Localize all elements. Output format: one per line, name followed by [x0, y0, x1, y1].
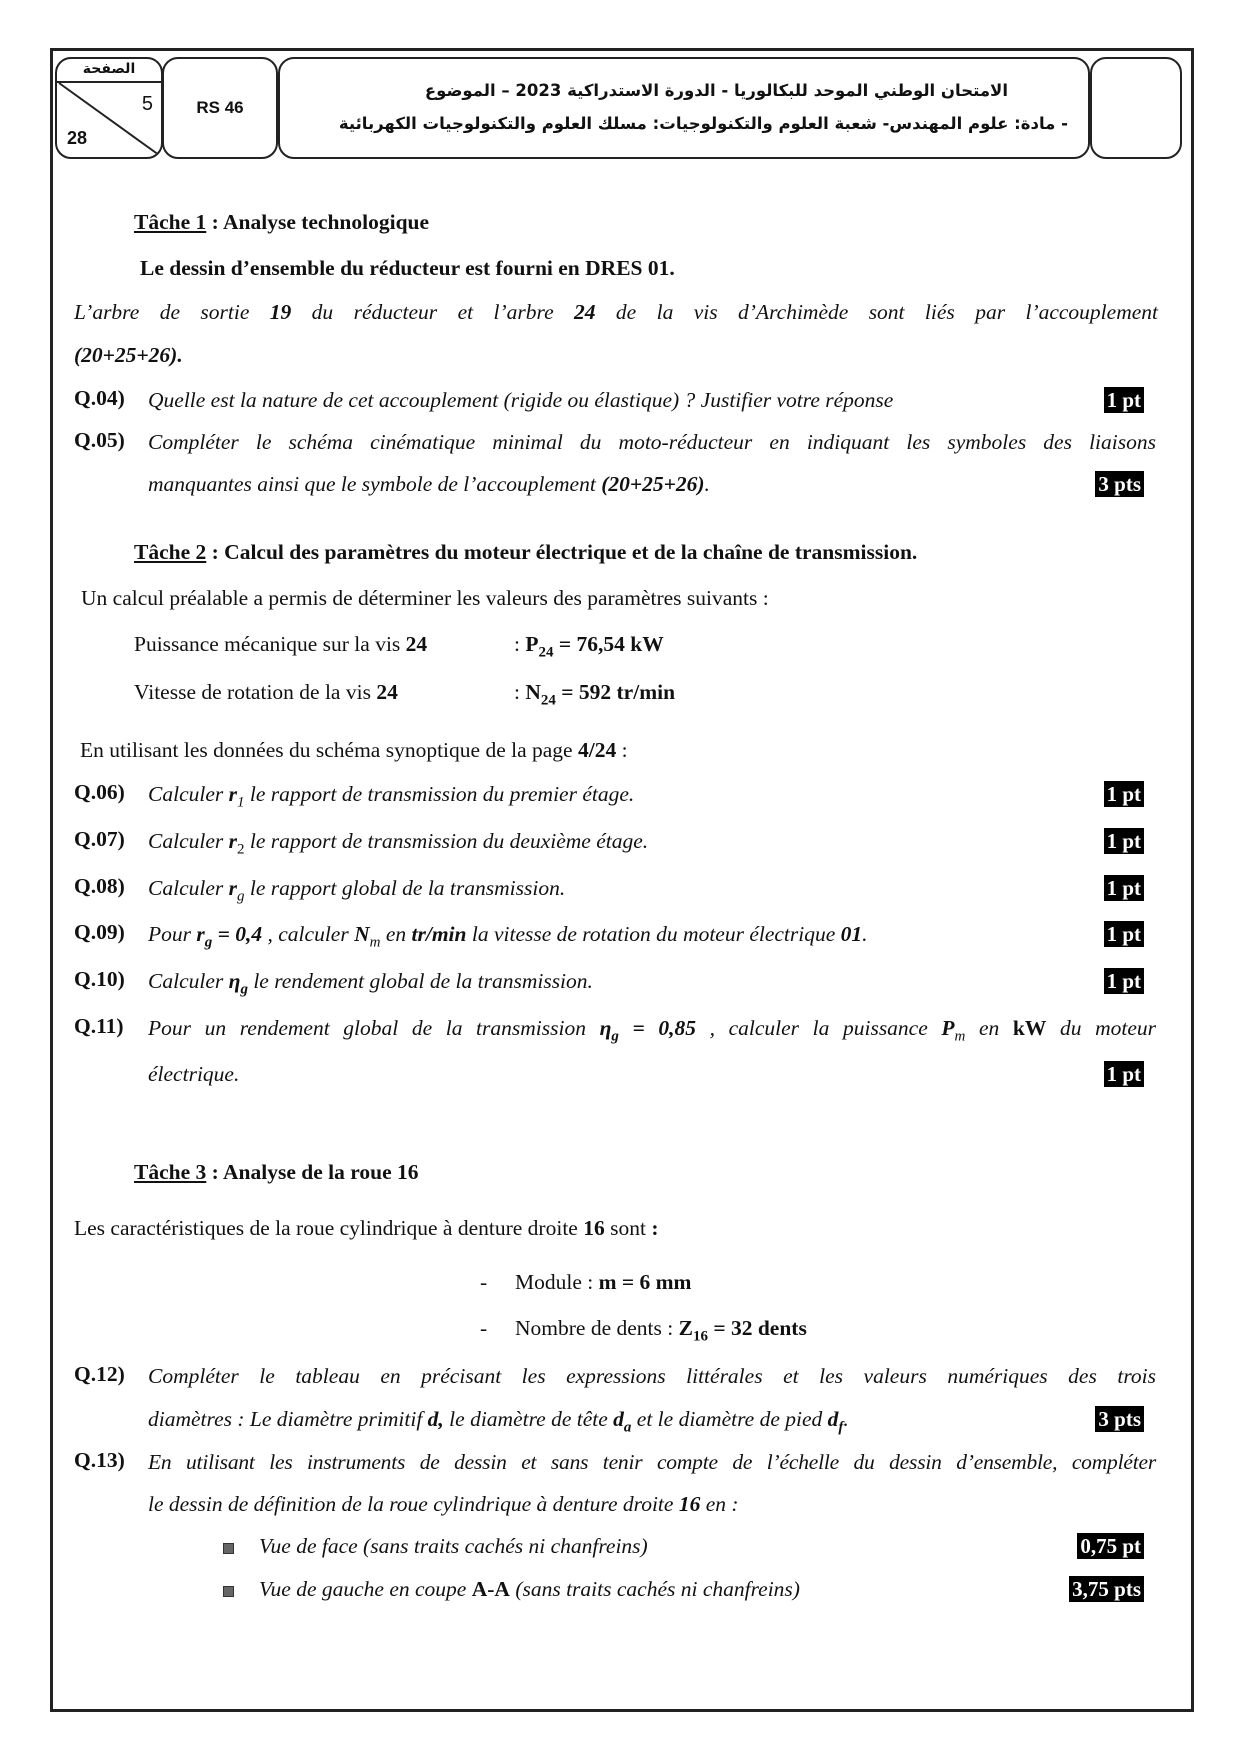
- task1-intro: Le dessin d’ensemble du réducteur est fourni en DRES 01.: [140, 256, 675, 280]
- page-current: 5: [141, 93, 153, 115]
- power-label: Puissance mécanique sur la vis 24: [134, 632, 428, 656]
- q05-points: 3 pts: [1095, 471, 1144, 497]
- exam-code: RS 46: [196, 98, 244, 117]
- q08-points: 1 pt: [1104, 875, 1144, 901]
- power-value: : $P_{24} = 76,54$ kW: [514, 632, 664, 661]
- q04-points: 1 pt: [1104, 387, 1144, 413]
- q09-number: Q.09): [74, 920, 125, 944]
- teeth-dash: -: [480, 1316, 488, 1340]
- page-label: الصفحة: [57, 59, 161, 83]
- module-line: Module : m = 6 mm: [515, 1270, 692, 1294]
- speed-value: : $N_{24} = 592$ tr/min: [514, 680, 676, 709]
- q12-points: 3 pts: [1095, 1406, 1144, 1432]
- q05-text-line2: manquantes ainsi que le symbole de l’accouplement (20+25+26).: [148, 472, 710, 496]
- task1-paragraph: L’arbre de sortie 19 du réducteur et l’arbre 24 de la vis d’Archimède sont liés par l’accouplement: [74, 300, 1158, 324]
- q07-number: Q.07): [74, 827, 125, 851]
- synoptic-intro: En utilisant les données du schéma synoptique de la page 4/24 :: [80, 738, 628, 762]
- q09-text: Pour $r_g = 0,4$ , calculer $N_m$ en tr/min la vitesse de rotation du moteur électrique 01.: [148, 922, 868, 951]
- q08-text: Calculer $r_g$ le rapport global de la transmission.: [148, 876, 566, 905]
- q12-number: Q.12): [74, 1362, 125, 1386]
- page-number-box: [55, 57, 163, 159]
- q12-text-line1: Compléter le tableau en précisant les expressions littérales et les valeurs numériques des trois: [148, 1364, 1156, 1388]
- task3-heading: Tâche 3 : Analyse de la roue 16: [134, 1160, 419, 1184]
- q08-number: Q.08): [74, 874, 125, 898]
- q13-number: Q.13): [74, 1448, 125, 1472]
- q05-text-line1: Compléter le schéma cinématique minimal du moto-réducteur en indiquant les symboles des liaisons: [148, 430, 1156, 454]
- q06-text: Calculer $r_1$ le rapport de transmission du premier étage.: [148, 782, 635, 811]
- module-dash: -: [480, 1270, 488, 1294]
- q10-number: Q.10): [74, 967, 125, 991]
- task2-heading: Tâche 2 : Calcul des paramètres du moteur électrique et de la chaîne de transmission.: [134, 540, 918, 564]
- task2-intro: Un calcul préalable a permis de déterminer les valeurs des paramètres suivants :: [81, 586, 769, 610]
- bullet2-points: 3,75 pts: [1069, 1576, 1144, 1602]
- q04-text: Quelle est la nature de cet accouplement (rigide ou élastique) ? Justifier votre réponse: [148, 388, 894, 412]
- q06-number: Q.06): [74, 780, 125, 804]
- bullet2-text: Vue de gauche en coupe A-A (sans traits cachés ni chanfreins): [259, 1577, 800, 1601]
- q13-text-line1: En utilisant les instruments de dessin et sans tenir compte de l’échelle du dessin d’ensemble, compléter: [148, 1450, 1156, 1474]
- q11-text-line1: Pour un rendement global de la transmission $\eta_g = 0,85$ , calculer la puissance $P_m$ en kW du moteur: [148, 1016, 1156, 1045]
- exam-title-line2: - مادة: علوم المهندس- شعبة العلوم والتكنولوجيات: مسلك العلوم والتكنولوجيات الكهربائية: [338, 114, 1068, 133]
- speed-label: Vitesse de rotation de la vis 24: [134, 680, 398, 704]
- page-total: 28: [67, 128, 88, 148]
- q04-number: Q.04): [74, 386, 125, 410]
- q11-number: Q.11): [74, 1014, 124, 1038]
- q06-points: 1 pt: [1104, 781, 1144, 807]
- task1-heading: Tâche 1 : Analyse technologique: [134, 210, 430, 234]
- bullet-icon: [223, 1543, 234, 1554]
- empty-header-box: [1090, 57, 1182, 159]
- q12-text-line2: diamètres : Le diamètre primitif d, le diamètre de tête $d_a$ et le diamètre de pied $d_f$.: [148, 1407, 849, 1436]
- exam-title-box: [278, 57, 1090, 159]
- bullet1-points: 0,75 pt: [1077, 1533, 1144, 1559]
- bullet-icon: [223, 1586, 234, 1597]
- q05-number: Q.05): [74, 428, 125, 452]
- task1-paragraph-end: (20+25+26).: [74, 343, 183, 367]
- bullet1-text: Vue de face (sans traits cachés ni chanfreins): [259, 1534, 648, 1558]
- q07-text: Calculer $r_2$ le rapport de transmission du deuxième étage.: [148, 829, 649, 858]
- q10-text: Calculer $\eta_g$ le rendement global de la transmission.: [148, 969, 593, 998]
- exam-code-box: [162, 57, 278, 159]
- q10-points: 1 pt: [1104, 968, 1144, 994]
- q11-text-line2: électrique.: [148, 1062, 240, 1086]
- q11-points: 1 pt: [1104, 1061, 1144, 1087]
- q07-points: 1 pt: [1104, 828, 1144, 854]
- task3-intro: Les caractéristiques de la roue cylindrique à denture droite 16 sont :: [74, 1216, 659, 1240]
- q09-points: 1 pt: [1104, 921, 1144, 947]
- teeth-line: Nombre de dents : $Z_{16} = 32$ dents: [515, 1316, 807, 1345]
- q13-text-line2: le dessin de définition de la roue cylindrique à denture droite 16 en :: [148, 1492, 739, 1516]
- exam-title-line1: الامتحان الوطني الموحد للبكالوريا - الدورة الاستدراكية 2023 – الموضوع: [424, 81, 1008, 100]
